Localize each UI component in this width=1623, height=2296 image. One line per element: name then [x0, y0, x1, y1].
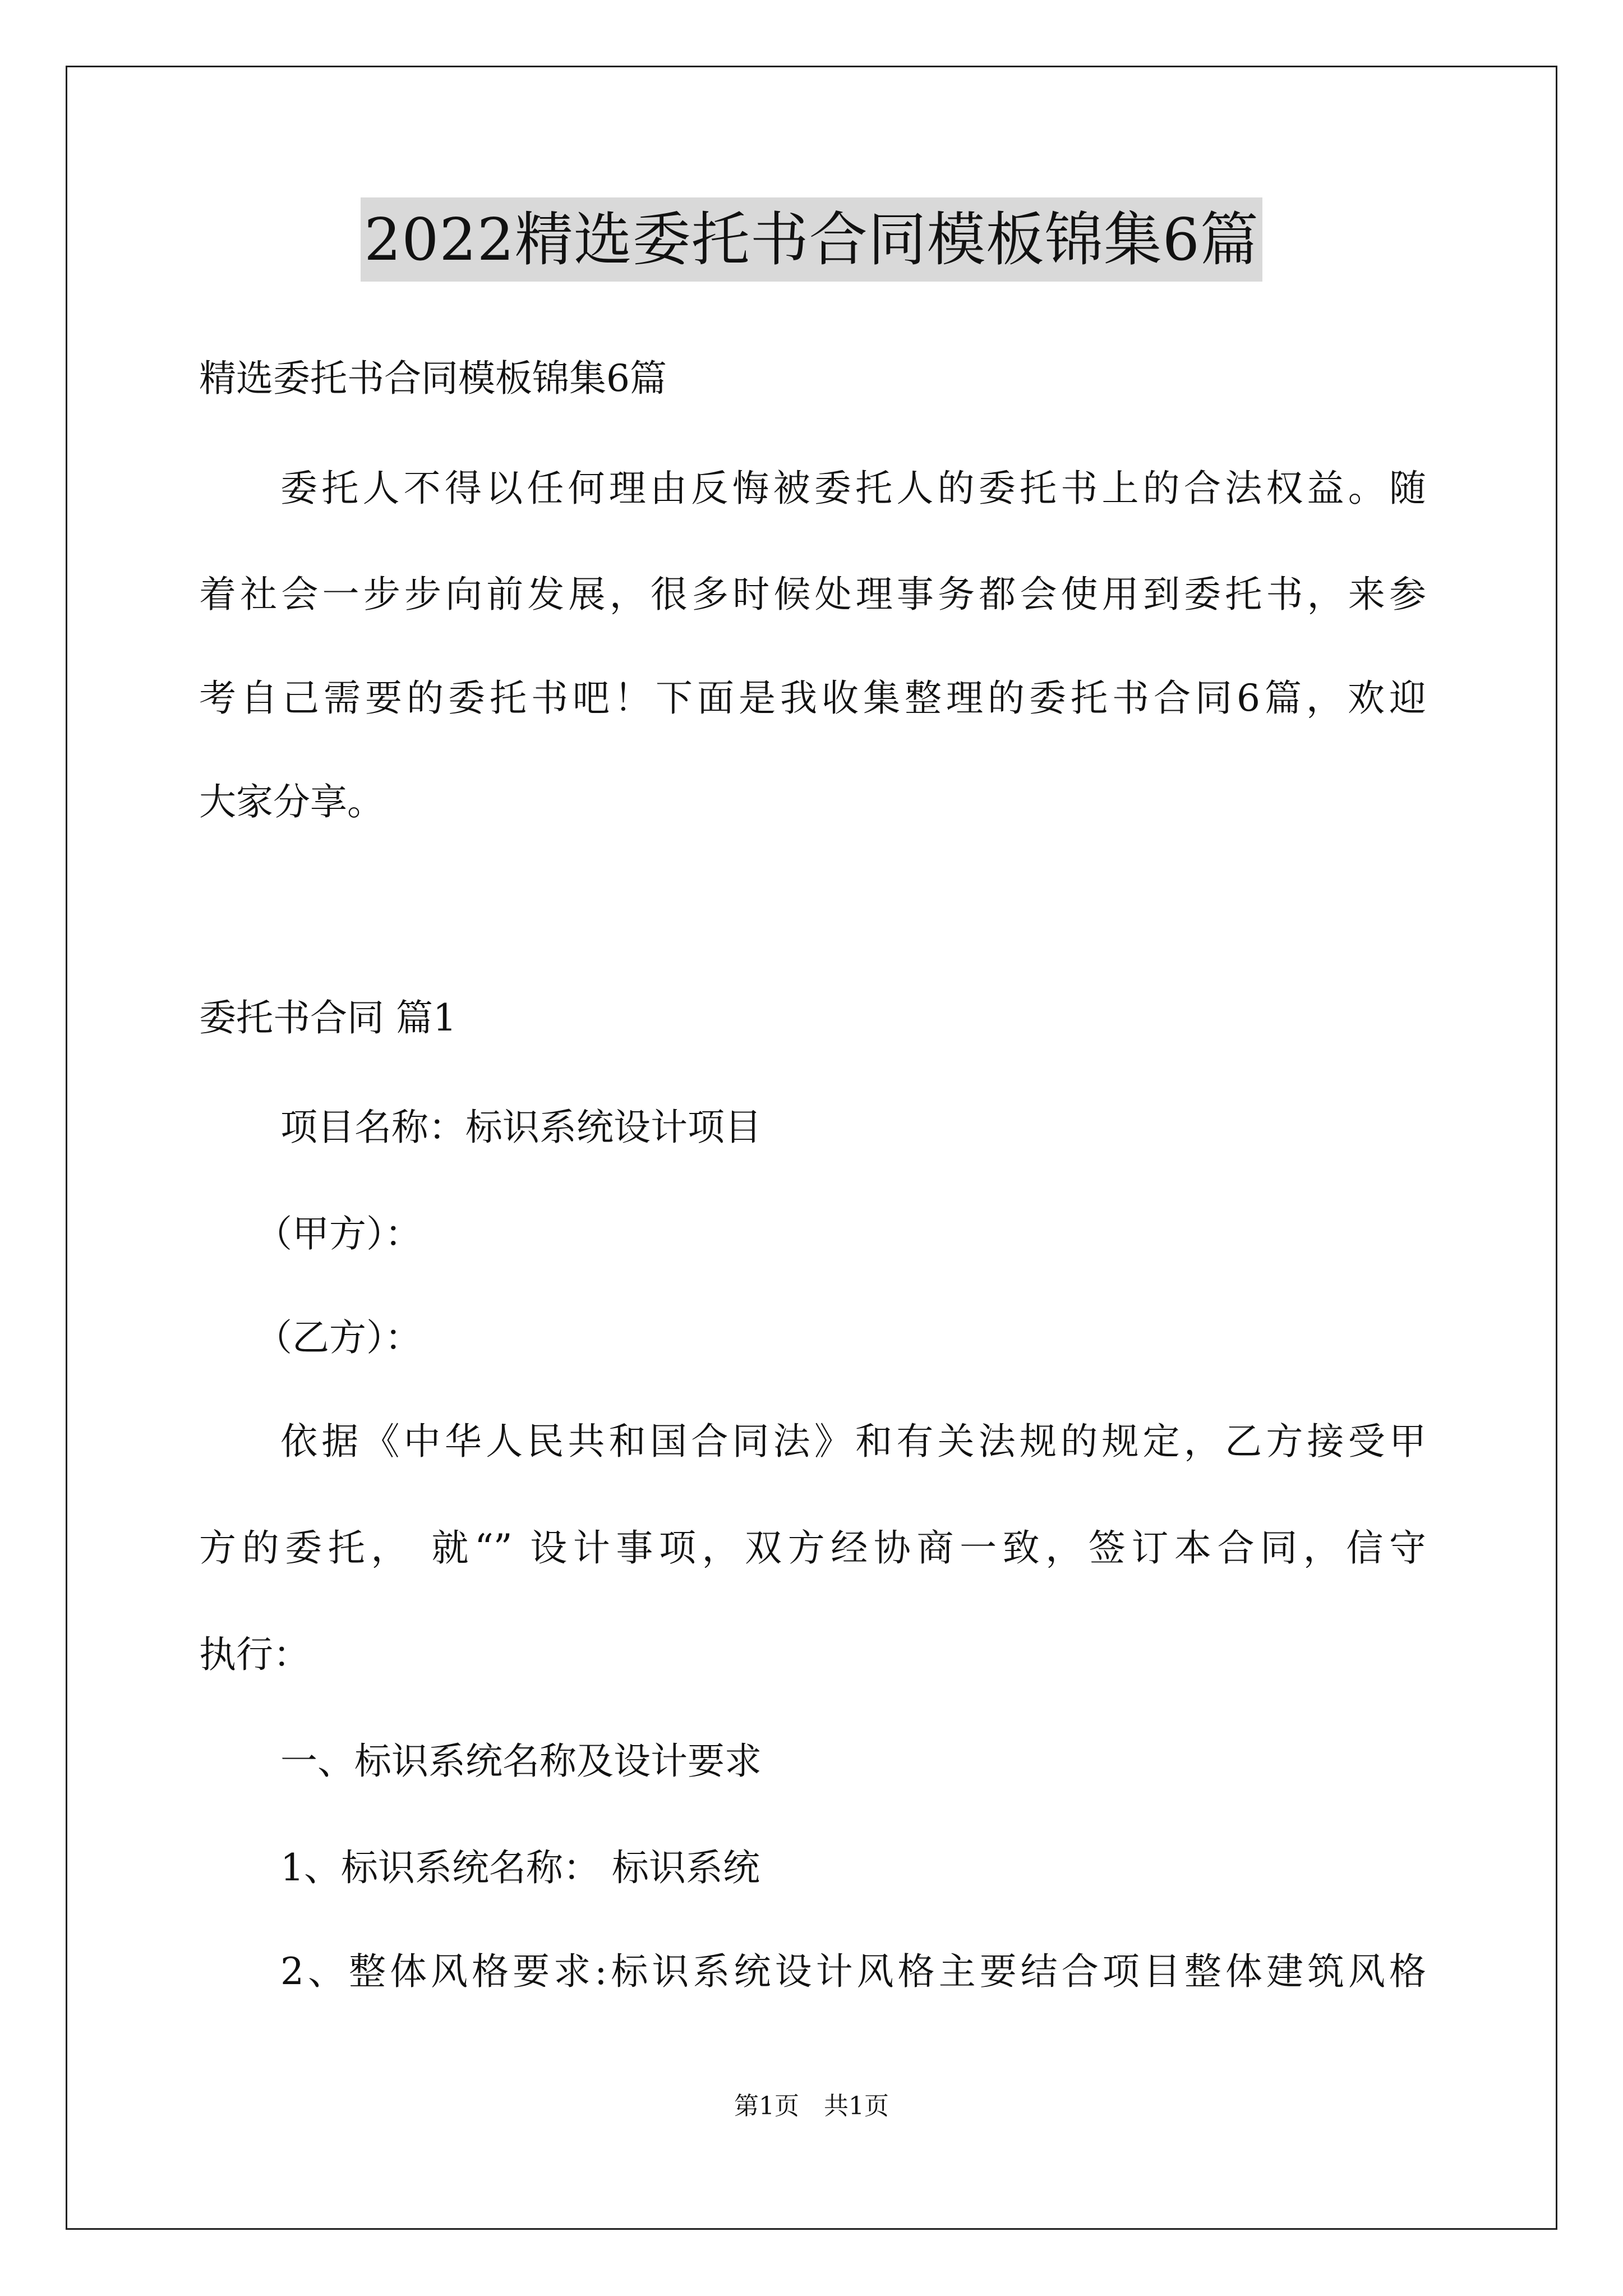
page-total: 共1页	[824, 2092, 889, 2120]
intro-line-4: 大家分享。	[199, 780, 384, 823]
basis-line-1: 依据《中华人民共和国合同法》和有关法规的规定，乙方接受甲	[280, 1420, 1426, 1463]
basis-line-3: 执行：	[199, 1633, 310, 1676]
section-heading: 委托书合同 篇1	[199, 996, 457, 1039]
clause-1-item-2: 2、整体风格要求:标识系统设计风格主要结合项目整体建筑风格	[280, 1950, 1426, 1993]
project-name: 项目名称：标识系统设计项目	[280, 1106, 762, 1149]
page-footer	[0, 2090, 1623, 2123]
clause-1-item-1: 1、标识系统名称： 标识系统	[280, 1846, 760, 1889]
document-title: 2022精选委托书合同模板锦集6篇	[361, 197, 1262, 282]
title-container	[0, 197, 1623, 282]
document-subtitle: 精选委托书合同模板锦集6篇	[199, 357, 667, 400]
party-b: （乙方）：	[255, 1316, 422, 1359]
intro-line-2: 着社会一步步向前发展，很多时候处理事务都会使用到委托书，来参	[199, 573, 1426, 616]
clause-1-heading: 一、标识系统名称及设计要求	[280, 1740, 762, 1783]
page-current: 第1页	[734, 2092, 799, 2120]
basis-line-2: 方的委托， 就“” 设计事项，双方经协商一致，签订本合同，信守	[199, 1526, 1426, 1570]
intro-line-1: 委托人不得以任何理由反悔被委托人的委托书上的合法权益。随	[280, 467, 1426, 510]
party-a: （甲方）：	[255, 1212, 422, 1255]
intro-line-3: 考自己需要的委托书吧！下面是我收集整理的委托书合同6篇，欢迎	[199, 677, 1426, 720]
